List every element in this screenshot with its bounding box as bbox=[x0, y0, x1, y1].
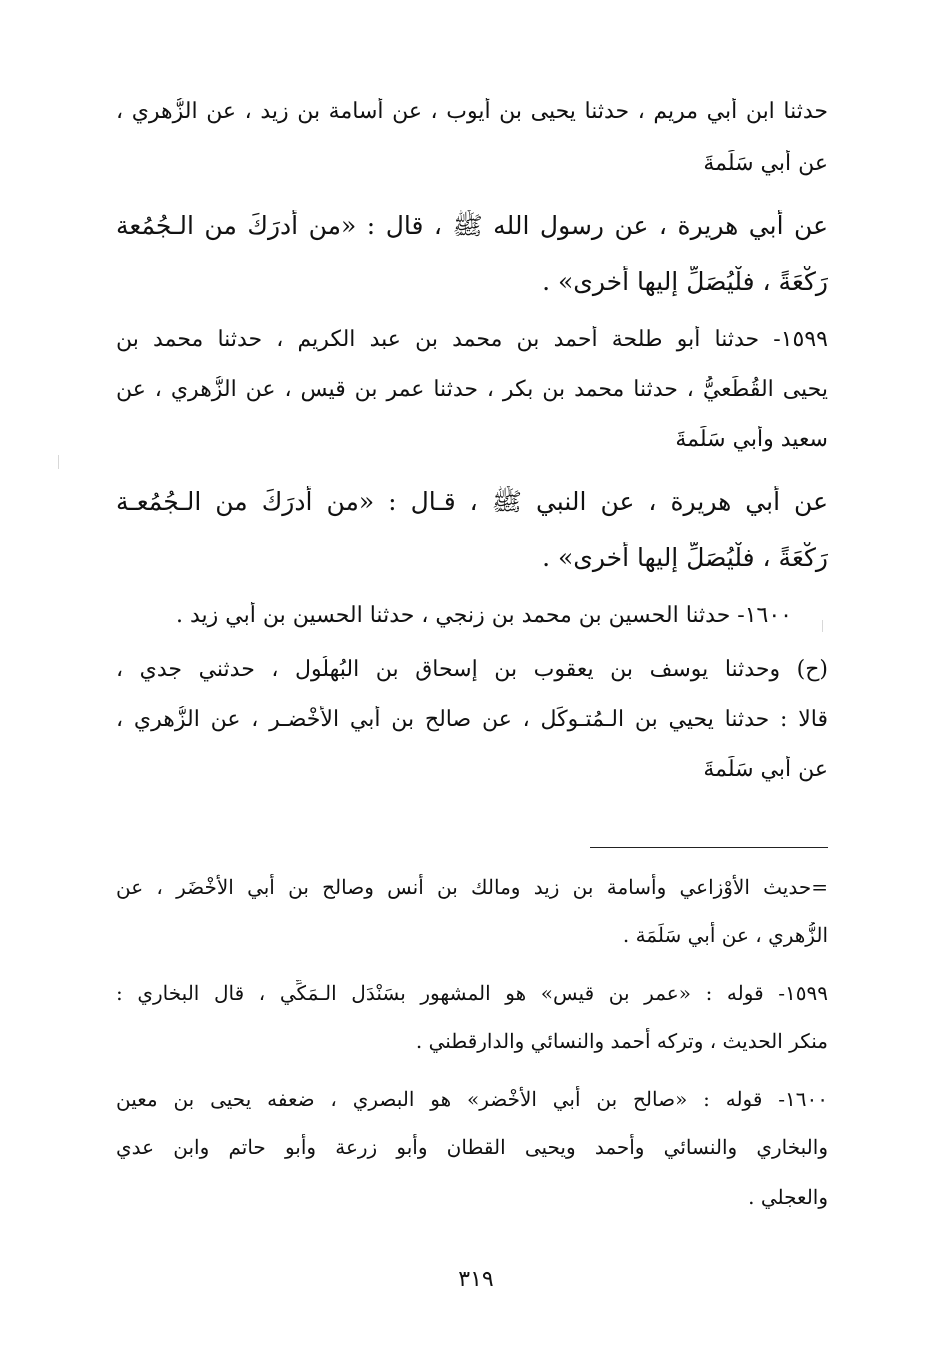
body-line: حدثنا ابن أبي مريم ، حدثنا يحيى بن أيوب ، عن أُسامة بن زيد ، عن الزُّهري ، bbox=[116, 99, 828, 124]
scan-mark bbox=[822, 620, 823, 632]
footnote-line: ١٦٠٠- قوله : «صالح بن أبي الأَخْضر» هو البصري ، ضعفه يحيى بن معين bbox=[116, 1087, 828, 1111]
hadith-line: عن أبي هريرة ، عن رسول الله ﷺ ، قال : «من أَدرَكَ من الـجُمُعة bbox=[116, 211, 828, 240]
footnote-line: منكر الحديث ، وتركه أحمد والنسائي والدارقطني . bbox=[415, 1029, 828, 1053]
hadith-line: رَكْعَةً ، فلْيُصَلِّ إليها أُخرى» . bbox=[542, 543, 828, 572]
footnote-divider bbox=[590, 847, 828, 848]
footnote-line: الزُّهري ، عن أبي سَلَمَة . bbox=[622, 923, 828, 947]
body-line: ١٥٩٩- حدثنا أَبو طلحة أحمد بن محمد بن عبد الكريم ، حدثنا محمد بن bbox=[116, 327, 828, 352]
body-line: ١٦٠٠- حدثنا الحسين بن محمد بن زنجي ، حدثنا الحسين بن أبي زيد . bbox=[176, 603, 792, 628]
body-line: سعيد وأَبي سَلَمةَ bbox=[675, 427, 828, 452]
footnote-line: والعجلي . bbox=[748, 1185, 828, 1209]
footnote-line: =حديث الأَوْزاعي وأُسامة بن زيد ومالك بن أنس وصالح بن أَبي الأَخْضَر ، عن bbox=[116, 875, 828, 899]
footnote-line: ١٥٩٩- قوله : «عمر بن قيس» هو المشهور بسَنْدَل الـمَكِّي ، قال البخاري : bbox=[116, 981, 828, 1005]
body-line: (ح) وحدثنا يوسف بن يعقوب بن إسحاق بن البُهلُول ، حدثني جدي ، bbox=[116, 657, 828, 682]
body-line: يحيى القُطَعيُّ ، حدثنا محمد بن بكر ، حدثنا عمر بن قيس ، عن الزُّهري ، عن bbox=[116, 377, 828, 402]
hadith-line: عن أبي هريرة ، عن النبي ﷺ ، قـال : «من أَدرَكَ من الـجُمُعـة bbox=[116, 487, 828, 516]
footnote-line: والبخاري والنسائي وأحمد ويحيى القطان وأبو زرعة وأبو حاتم وابن عدي bbox=[116, 1135, 828, 1159]
scan-mark bbox=[58, 455, 59, 469]
body-line: عن أبي سَلَمةَ bbox=[703, 151, 828, 176]
page-number: ٣١٩ bbox=[458, 1267, 494, 1292]
body-line: قالا : حدثنا يحيي بن الـمُتـوكِّل ، عن صالح بن أبي الأَخْضـر ، عن الزُّهري ، bbox=[116, 707, 828, 732]
hadith-line: رَكْعَةً ، فلْيُصَلِّ إليها أُخرى» . bbox=[542, 267, 828, 296]
body-line: عن أبي سَلَمةَ bbox=[703, 757, 828, 782]
